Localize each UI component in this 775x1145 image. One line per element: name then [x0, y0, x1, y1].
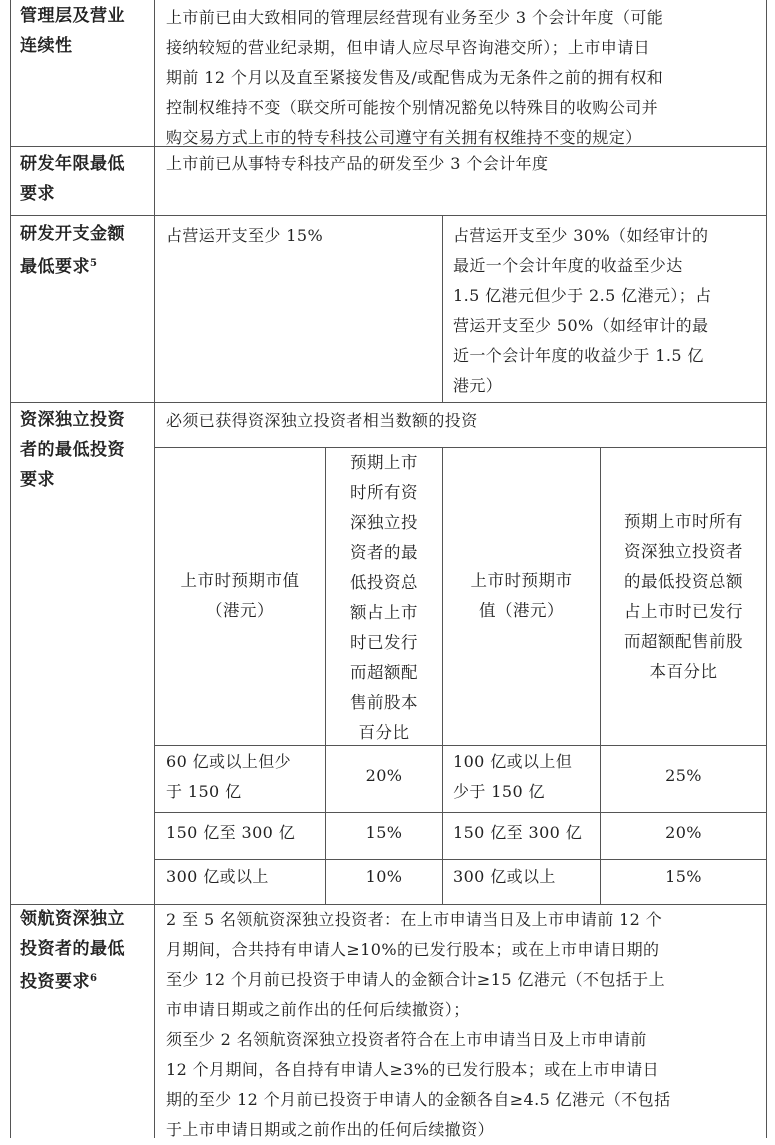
table-row-1-pct: 20%: [365, 766, 403, 785]
rd-spend-label-line1: 研发开支金额: [20, 224, 125, 244]
management-content: 上市前已由大致相同的管理层经营现有业务至少 3 个会计年度（可能 接纳较短的营业纪录期，但申请人应尽早咨询港交所）；上市申请日 期前 12 个月以及直至紧接发售及/或配售成为无条件之前的拥有权和 控制权维持不变（联交所可能按个别情况豁免以特殊目的收购公司并 购交易方式上市的特专科技公司遵守有关拥有权维持不变的规定）: [166, 8, 664, 147]
subtable-top: [154, 447, 767, 448]
subtable-header-min-investment-pct: 预期上市 时所有资 深独立投 资者的最 低投资总 额占上市 时已发行 而超额配 售前股本 百分比: [350, 453, 418, 742]
row-label-rd-years: 研发年限最低 要求: [20, 154, 125, 204]
table-row-3-cap-2: 300 亿或以上: [453, 867, 556, 886]
table-row-3-pct-2: 15%: [665, 867, 702, 886]
lead-investors-content: 2 至 5 名领航资深独立投资者：在上市申请当日及上市申请前 12 个 月期间，合共持有申请人≥10%的已发行股本；或在上市申请日期的 至少 12 个月前已投资于申请人的金额合计≥15 亿港元（不包括于上 市申请日期或之前作出的任何后续撤资）； 须至少 2 名领航资深独立投资者符合在上市申请当日及上市申请前 12 个月期间，各自持有申请人≥3%的已发行股本；或在上市申请日 期的至少 12 个月前已投资于申请人的金额各自≥4.5 亿港元（不包括 于上市申请日期或之前作出的任何后续撤资）: [166, 910, 671, 1139]
subtable-header-market-cap: 上市时预期市值 （港元）: [180, 571, 300, 620]
rd-spend-left: 占营运开支至少 15%: [166, 226, 324, 245]
table-row-3-pct: 10%: [365, 867, 403, 886]
rd-spend-label-line2: 最低要求: [20, 257, 90, 277]
row-label-lead-investors: [20, 904, 125, 997]
subtable-header-market-cap-2: 上市时预期市 值（港元）: [470, 571, 573, 620]
row-divider: [10, 215, 767, 216]
footnote-marker: 5: [90, 258, 98, 269]
lead-label-line1: 领航资深独立: [20, 909, 125, 929]
table-row-3-cap: 300 亿或以上: [166, 867, 269, 886]
table-row-1-pct-2: 25%: [665, 766, 702, 785]
lead-label-line2: 投资者的最低: [20, 939, 125, 959]
subtable-col-divider: [442, 447, 443, 904]
rd-years-content: 上市前已从事特专科技产品的研发至少 3 个会计年度: [166, 154, 549, 173]
table-border-left: [10, 0, 11, 1138]
subtable-row-divider: [154, 812, 767, 813]
row-label-independent-investors: 资深独立投资 者的最低投资 要求: [20, 410, 125, 490]
table-row-2-pct-2: 20%: [665, 823, 702, 842]
rd-spend-divider: [442, 215, 443, 402]
table-row-2-cap: 150 亿至 300 亿: [166, 823, 296, 842]
lead-label-line3: 投资要求: [20, 972, 90, 992]
row-label-rd-spend: [20, 219, 125, 282]
table-border-right: [766, 0, 767, 1138]
subtable-header-min-investment-pct-2: 预期上市时所有 资深独立投资者 的最低投资总额 占上市时已发行 而超额配售前股 本百分比: [624, 512, 743, 681]
subtable-header-bottom: [154, 745, 767, 746]
rd-spend-right: 占营运开支至少 30%（如经审计的 最近一个会计年度的收益至少达 1.5 亿港元但少于 2.5 亿港元）；占 营运开支至少 50%（如经审计的最 近一个会计年度的收益少于 1.5 亿 港元）: [453, 226, 712, 395]
row-label-management: 管理层及营业 连续性: [20, 6, 125, 56]
table-row-1-cap: 60 亿或以上但少 于 150 亿: [166, 752, 292, 801]
table-row-2-cap-2: 150 亿至 300 亿: [453, 823, 583, 842]
subtable-row-divider: [154, 859, 767, 860]
table-row-2-pct: 15%: [365, 823, 403, 842]
footnote-marker: 6: [90, 973, 98, 984]
table-row-1-cap-2: 100 亿或以上但 少于 150 亿: [453, 752, 573, 801]
row-divider: [10, 402, 767, 403]
independent-intro: 必须已获得资深独立投资者相当数额的投资: [166, 411, 478, 430]
